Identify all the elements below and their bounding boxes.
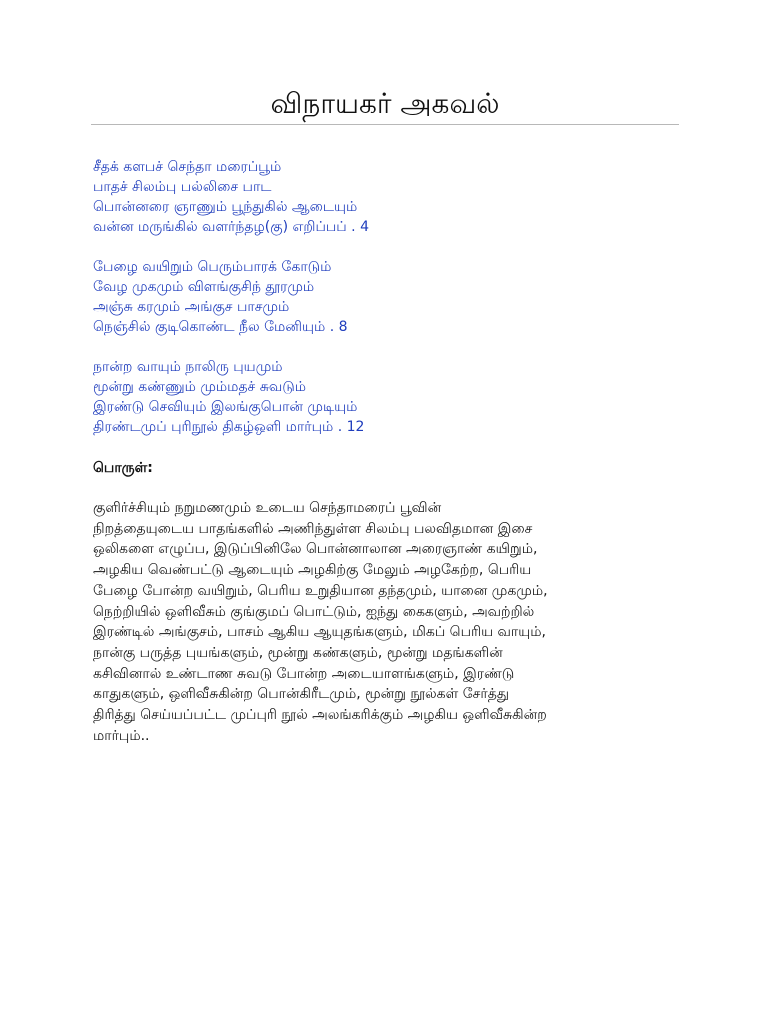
meaning-line: குளிர்ச்சியும் நறுமணமும் உடைய செந்தாமரைப் பூவின் <box>93 500 442 516</box>
verse-line: சீதக் களபச் செந்தா மரைப்பூம் <box>93 159 282 175</box>
meaning-line: நிறத்தையுடைய பாதங்களில் அணிந்துள்ள சிலம்பு பலவிதமான இசை <box>93 520 533 537</box>
meaning-line: நான்கு பருத்த புயங்களும், மூன்று கண்களும், மூன்று மதங்களின் <box>93 644 503 661</box>
verse-line: பாதச் சிலம்பு பல்லிசை பாட <box>93 179 272 195</box>
meaning-paragraph <box>93 498 683 746</box>
meaning-line: ஒலிகளை எழுப்ப, இடுப்பினிலே பொன்னாலான அரைஞாண் கயிறும், <box>93 541 538 558</box>
meaning-line: கசிவினால் உண்டாண சுவடு போன்ற அடையாளங்களும், இரண்டு <box>93 665 515 682</box>
meaning-heading: பொருள்: <box>93 460 153 476</box>
title-divider <box>91 124 679 125</box>
verse-line: நான்ற வாயும் நாலிரு புயமும் <box>93 359 283 375</box>
verse-line: பேழை வயிறும் பெரும்பாரக் கோடும் <box>93 259 332 275</box>
verse-line: திரண்டமுப் புரிநூல் திகழ்ஒளி மார்பும் . 12 <box>93 419 365 435</box>
stanza-1 <box>93 157 693 237</box>
stanza-2 <box>93 257 693 337</box>
verse-line: பொன்னரை ஞாணும் பூந்துகில் ஆடையும் <box>93 199 358 215</box>
verse-line: நெஞ்சில் குடிகொண்ட நீல மேனியும் . 8 <box>93 319 348 335</box>
stanza-3 <box>93 357 693 437</box>
meaning-line: பேழை போன்ற வயிறும், பெரிய உறுதியான தந்தமும், யானை முகமும், <box>93 582 548 599</box>
verse-line: மூன்று கண்ணும் மும்மதச் சுவடும் <box>93 379 307 395</box>
meaning-line: அழகிய வெண்பட்டு ஆடையும் அழகிற்கு மேலும் அழகேற்ற, பெரிய <box>93 562 532 579</box>
meaning-line: நெற்றியில் ஒளிவீசும் குங்குமப் பொட்டும், ஐந்து கைகளும், அவற்றில் <box>93 603 535 620</box>
meaning-line: மார்பும்.. <box>93 727 150 744</box>
meaning-line: காதுகளும், ஒளிவீசுகின்ற பொன்கிரீடமும், மூன்று நூல்கள் சேர்த்து <box>93 686 509 703</box>
verse-line: வேழ முகமும் விளங்குசிந் தூரமும் <box>93 279 315 295</box>
document-title: விநாயகர் அகவல் <box>270 87 500 120</box>
verse-line: வன்ன மருங்கில் வளர்ந்தழ(கு) எறிப்பப் . 4 <box>93 219 369 235</box>
verse-line: இரண்டு செவியும் இலங்குபொன் முடியும் <box>93 399 358 415</box>
meaning-line: திரித்து செய்யப்பட்ட முப்புரி நூல் அலங்கரிக்கும் அழகிய ஒளிவீசுகின்ற <box>93 707 547 724</box>
meaning-line: இரண்டில் அங்குசம், பாசம் ஆகிய ஆயுதங்களும், மிகப் பெரிய வாயும், <box>93 624 546 641</box>
verse-line: அஞ்சு கரமும் அங்குச பாசமும் <box>93 299 290 315</box>
